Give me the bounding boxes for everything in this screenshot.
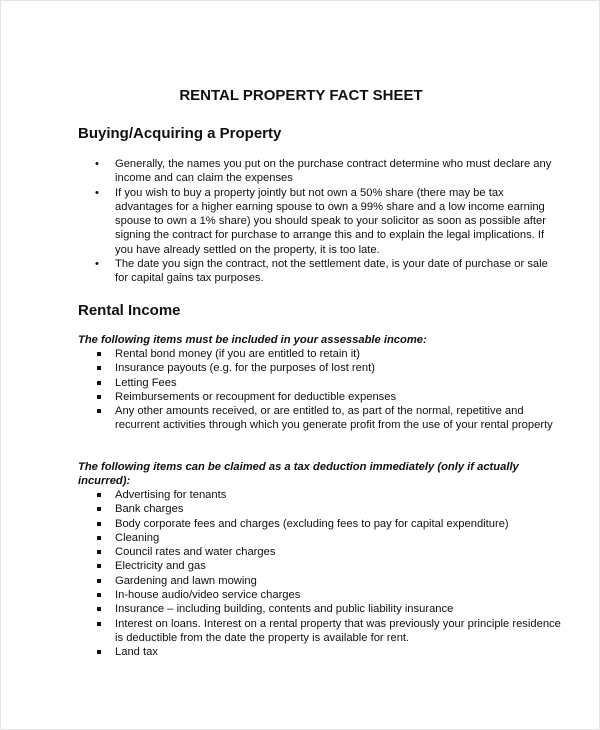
list-item: Advertising for tenants: [1, 488, 561, 502]
square-bullet-icon: [97, 395, 101, 399]
list-item: In-house audio/video service charges: [1, 588, 561, 602]
list-item: Letting Fees: [1, 376, 561, 390]
list-item: Insurance – including building, contents and public liability insurance: [1, 602, 561, 616]
section-heading-rental-income: Rental Income: [78, 302, 181, 319]
square-bullet-icon: [97, 409, 101, 413]
bullet-icon: •: [95, 158, 99, 170]
buying-list: [1, 157, 561, 286]
document-title: RENTAL PROPERTY FACT SHEET: [179, 87, 423, 104]
list-item: Body corporate fees and charges (excluding fees to pay for capital expenditure): [1, 517, 561, 531]
square-bullet-icon: [97, 366, 101, 370]
list-item: • If you wish to buy a property jointly but not own a 50% share (there may be tax advantages for a higher earning spouse to own a 99% share and a low income earning spouse to own a 1% share) you should speak to your solicitor as soon as possible after signing the contract for purchase to arrange this and to explain the legal implications. If you have already settled on the property, it is too late.: [95, 186, 546, 256]
square-bullet-icon: [97, 536, 101, 540]
bullet-icon: •: [95, 186, 99, 199]
square-bullet-icon: [97, 381, 101, 385]
list-item: Bank charges: [1, 502, 561, 516]
square-bullet-icon: [97, 352, 101, 356]
assessable-income-list: [1, 347, 561, 433]
list-item: Land tax: [1, 645, 561, 659]
assessable-income-intro: The following items must be included in your assessable income:: [78, 334, 427, 346]
deductions-intro: The following items can be claimed as a tax deduction immediately (only if actually incurred):: [78, 461, 519, 488]
list-item: Cleaning: [1, 531, 561, 545]
square-bullet-icon: [97, 607, 101, 611]
section-heading-buying: Buying/Acquiring a Property: [78, 125, 282, 142]
bullet-icon: •: [95, 258, 99, 271]
square-bullet-icon: [97, 650, 101, 654]
list-item: Insurance payouts (e.g. for the purposes of lost rent): [1, 361, 561, 375]
square-bullet-icon: [97, 522, 101, 526]
square-bullet-icon: [97, 622, 101, 626]
list-item: Interest on loans. Interest on a rental property that was previously your principle residence is deductible from the date the property is available for rent.: [1, 617, 561, 646]
square-bullet-icon: [97, 493, 101, 497]
list-item: • The date you sign the contract, not the settlement date, is your date of purchase or sale for capital gains tax purposes.: [95, 258, 548, 285]
list-item: Reimbursements or recoupment for deductible expenses: [1, 390, 561, 404]
square-bullet-icon: [97, 593, 101, 597]
list-item: Rental bond money (if you are entitled to retain it): [1, 347, 561, 361]
deductions-list: [1, 488, 561, 660]
list-item: Gardening and lawn mowing: [1, 574, 561, 588]
square-bullet-icon: [97, 579, 101, 583]
list-item: • Generally, the names you put on the purchase contract determine who must declare any income and can claim the expenses: [95, 158, 552, 185]
list-item: Any other amounts received, or are entitled to, as part of the normal, repetitive and recurrent activities through which you generate profit from the use of your rental property: [1, 404, 561, 433]
list-item: Electricity and gas: [1, 559, 561, 573]
square-bullet-icon: [97, 507, 101, 511]
square-bullet-icon: [97, 550, 101, 554]
square-bullet-icon: [97, 564, 101, 568]
list-item: Council rates and water charges: [1, 545, 561, 559]
